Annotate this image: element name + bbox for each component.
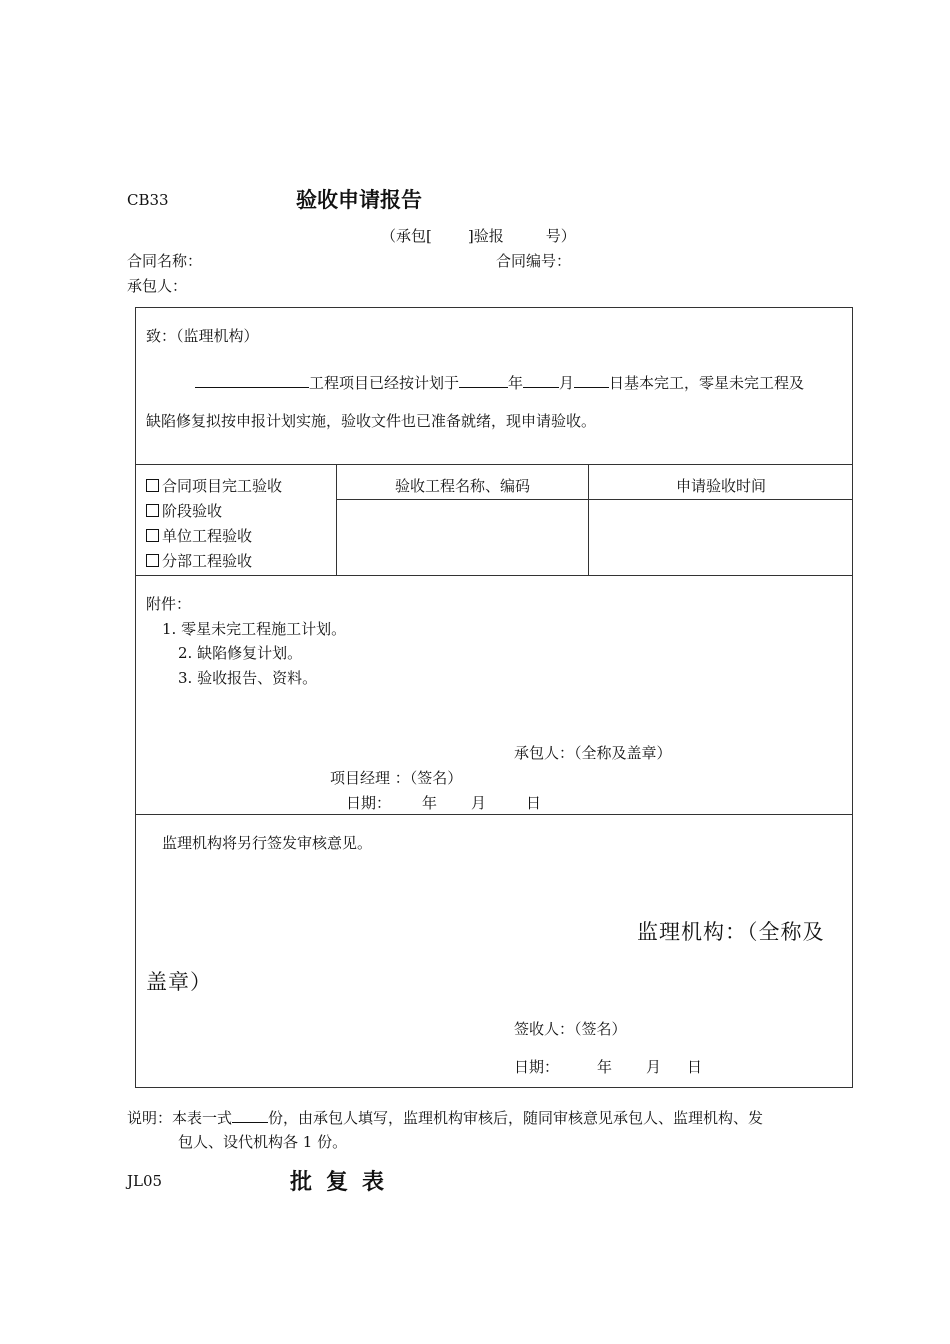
column-header-time: 申请验收时间 (675, 477, 766, 495)
copies-blank[interactable] (232, 1121, 268, 1123)
day-label: 日 (687, 1058, 703, 1076)
footer-note (127, 1107, 763, 1128)
project-name-blank[interactable] (195, 386, 309, 388)
supervisor-note: 监理机构将另行签发审核意见。 (162, 834, 373, 852)
ref-suffix: 号） (545, 227, 576, 245)
attachment-item: 1. 零星未完工程施工计划。 (162, 620, 347, 638)
checkbox-icon[interactable] (146, 529, 159, 542)
note-text: 份，由承包人填写，监理机构审核后，随同审核意见承包人、监理机构、发 (268, 1109, 764, 1127)
column-header-name-code: 验收工程名称、编码 (394, 477, 530, 495)
supervisor-date (514, 1056, 702, 1077)
option-sub-project[interactable] (146, 550, 252, 571)
option-stage[interactable] (146, 500, 222, 521)
year-label: 年 (422, 794, 438, 812)
checkbox-icon[interactable] (146, 554, 159, 567)
next-form-title: 批复表 (290, 1170, 399, 1195)
report-number (381, 225, 576, 246)
option-project-completion[interactable] (146, 475, 282, 496)
checkbox-icon[interactable] (146, 479, 159, 492)
ref-prefix: （承包[ (381, 227, 432, 245)
cell-name-code[interactable] (337, 500, 588, 575)
next-form-code: JL05 (127, 1172, 163, 1190)
supervisor-org-line-1: 监理机构：（全称及 (637, 920, 825, 944)
application-line-2: 缺陷修复拟按申报计划实施，验收文件也已准备就绪，现申请验收。 (146, 412, 597, 430)
date-label: 日期： (346, 794, 392, 812)
year-label: 年 (508, 374, 524, 392)
line-text: 工程项目已经按计划于 (309, 374, 460, 392)
line-text: 日基本完工，零星未完工程及 (609, 374, 805, 392)
day-blank[interactable] (574, 386, 609, 388)
contractor-date (346, 792, 541, 813)
month-blank[interactable] (523, 386, 559, 388)
option-label: 合同项目完工验收 (162, 477, 283, 495)
option-unit-project[interactable] (146, 525, 252, 546)
year-blank[interactable] (459, 386, 508, 388)
project-manager-signature: 项目经理 ：（签名） (330, 769, 463, 787)
attachment-item: 3. 验收报告、资料。 (178, 669, 318, 687)
footer-note-line-2: 包人、设代机构各 1 份。 (178, 1133, 348, 1151)
note-text: 说明：本表一式 (127, 1109, 233, 1127)
option-label: 分部工程验收 (162, 552, 253, 570)
page-title: 验收申请报告 (296, 188, 422, 212)
ref-mid: ]验报 (467, 227, 504, 245)
year-label: 年 (597, 1058, 613, 1076)
application-line-1 (195, 372, 804, 393)
recipient-label: 致：（监理机构） (146, 327, 259, 345)
contractor-signature: 承包人：（全称及盖章） (514, 744, 672, 762)
divider (135, 814, 853, 815)
option-label: 阶段验收 (162, 502, 223, 520)
attachments-label: 附件： (146, 595, 192, 613)
option-label: 单位工程验收 (162, 527, 253, 545)
date-label: 日期： (514, 1058, 560, 1076)
month-label: 月 (646, 1058, 662, 1076)
checkbox-icon[interactable] (146, 504, 159, 517)
attachment-item: 2. 缺陷修复计划。 (178, 644, 303, 662)
contractor-label: 承包人： (127, 277, 188, 295)
month-label: 月 (559, 374, 575, 392)
divider (135, 464, 853, 465)
form-code: CB33 (127, 191, 169, 209)
receiver-signature: 签收人：（签名） (514, 1020, 627, 1038)
month-label: 月 (471, 794, 487, 812)
supervisor-org-line-2: 盖章） (146, 970, 212, 994)
cell-time[interactable] (589, 500, 853, 575)
divider (135, 575, 853, 576)
day-label: 日 (526, 794, 542, 812)
contract-name-label: 合同名称： (127, 252, 203, 270)
contract-number-label: 合同编号： (496, 252, 572, 270)
